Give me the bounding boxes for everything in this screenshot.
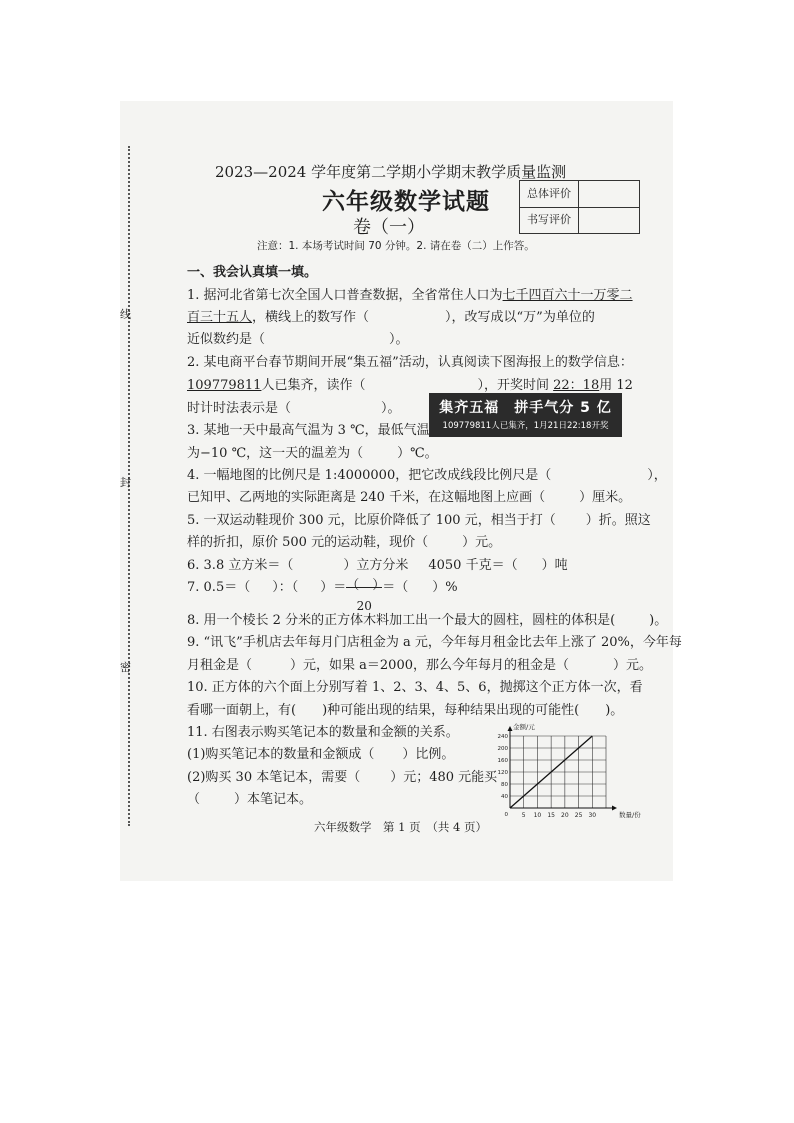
x-tick-label: 25 — [574, 812, 583, 819]
y-tick-label: 240 — [497, 734, 508, 740]
score-row-overall — [520, 181, 639, 208]
q5-text-c: 样的折扣，原价 500 元的运动鞋，现价（ — [187, 535, 429, 550]
question-2-line-1: 2. 某电商平台春节期间开展“集五福”活动，认真阅读下图海报上的数学信息： — [187, 355, 633, 370]
question-3-line-1: 3. 某地一天中最高气温为 3 ℃，最低气温 — [187, 423, 430, 438]
x-tick-label: 15 — [547, 812, 555, 819]
y-tick-label: 120 — [497, 770, 508, 776]
question-11-intro: 11. 右图表示购买笔记本的数量和金额的关系。 — [187, 725, 459, 740]
question-4-line-1 — [187, 464, 667, 483]
q4-text-b: ）， — [647, 468, 667, 483]
poster-title: 集齐五福 拼手气分 5 亿 — [439, 400, 612, 416]
score-label-overall: 总体评价 — [520, 181, 579, 207]
q3-text-b: 为−10 ℃，这一天的温差为（ — [187, 446, 364, 461]
poster-subtitle: 109779811人已集齐，1月21日22:18开奖 — [442, 421, 609, 431]
page-footer: 六年级数学 第 1 页 （共 4 页） — [314, 820, 488, 834]
question-2-line-3 — [187, 397, 401, 416]
q2-underlined-time: 22：18 — [553, 378, 600, 393]
question-10-line-2 — [187, 699, 623, 718]
question-11-part-2 — [187, 766, 497, 785]
y-axis-arrow — [508, 726, 513, 731]
q6-text-a: 6. 3.8 立方米＝（ — [187, 558, 294, 573]
y-tick-label: 160 — [497, 758, 508, 764]
question-8 — [187, 609, 667, 628]
exam-subtitle: 卷（一） — [353, 217, 425, 238]
q4-text-a: 4. 一幅地图的比例尺是 1:4000000，把它改成线段比例尺是（ — [187, 468, 552, 483]
question-3-line-2 — [187, 442, 438, 461]
x-axis-arrow — [612, 806, 617, 811]
q7-fraction — [346, 573, 386, 613]
q7-text-e: ）% — [432, 580, 458, 595]
question-10-line-1: 10. 正方体的六个面上分别写着 1、2、3、4、5、6，抛掷这个正方体一次，看 — [187, 680, 643, 695]
question-1-line-3 — [187, 328, 409, 347]
exam-paper — [120, 101, 682, 881]
q10-text-c: )种可能出现的结果，每种结果出现的可能性( — [322, 703, 580, 718]
score-label-writing: 书写评价 — [520, 207, 579, 233]
q5-text-d: ）元。 — [462, 535, 502, 550]
question-9-line-1: 9. “讯飞”手机店去年每月门店租金为 a 元，今年每月租金比去年上涨了 20%，今年每 — [187, 635, 682, 650]
question-5-line-1 — [187, 509, 651, 528]
binding-char-line: 线 — [120, 308, 131, 321]
exam-note: 注意：1. 本场考试时间 70 分钟。2. 请在卷（二）上作答。 — [257, 240, 535, 252]
poster-banner — [429, 393, 622, 437]
section-heading: 一、我会认真填一填。 — [187, 265, 318, 280]
q7-text-c: ）＝ — [320, 580, 347, 595]
q6-text-b: ）立方分米 — [343, 558, 409, 573]
q4-text-d: ）厘米。 — [579, 490, 632, 505]
y-tick-label: 80 — [501, 782, 508, 788]
q3-text-c: ）℃。 — [397, 446, 438, 461]
q8-text-b: )。 — [649, 613, 668, 628]
q7-text-d: ＝（ — [382, 580, 409, 595]
question-4-line-2 — [187, 486, 631, 505]
q5-text-b: ）折。照这 — [585, 513, 651, 528]
x-axis-label: 数量/份 — [619, 811, 641, 819]
y-tick-label: 200 — [497, 746, 508, 752]
q1-text-f: ）。 — [389, 332, 409, 347]
binding-char-secret: 密 — [120, 661, 131, 674]
y-axis-label: 金额/元 — [513, 723, 535, 731]
q5-text-a: 5. 一双运动鞋现价 300 元，比原价降低了 100 元，相当于打（ — [187, 513, 556, 528]
q11-p2-text-b: ）元；480 元能买 — [390, 770, 498, 785]
question-1-line-1 — [187, 284, 633, 303]
q9-text-b: 月租金是（ — [187, 658, 253, 673]
q8-text-a: 8. 用一个棱长 2 分米的正方体木料加工出一个最大的圆柱，圆柱的体积是( — [187, 613, 616, 628]
score-field-writing[interactable] — [579, 207, 639, 233]
question-11-part-1 — [187, 743, 454, 762]
q2-text-d: 用 12 — [599, 378, 633, 393]
q11-p2-text-a: (2)购买 30 本笔记本，需要（ — [187, 770, 361, 785]
binding-char-seal: 封 — [120, 476, 131, 489]
x-tick-label: 5 — [521, 812, 526, 819]
q11-p2-text-c: （ — [187, 792, 201, 807]
q1-underlined-number: 七千四百六十一万零二 — [502, 288, 633, 303]
q6-text-d: ）吨 — [541, 558, 568, 573]
question-5-line-2 — [187, 531, 501, 550]
q11-p1-text-b: ）比例。 — [402, 747, 455, 762]
x-tick-label: 10 — [533, 812, 542, 819]
q2-underlined-number: 109779811 — [187, 378, 262, 393]
q1-text-c: ，横线上的数写作（ — [252, 310, 370, 325]
q9-text-c: ）元，如果 a＝2000，那么今年每月的租金是（ — [290, 658, 569, 673]
q9-text-d: ）元。 — [612, 658, 652, 673]
question-2-line-2 — [187, 374, 633, 393]
q2-text-c: ），开奖时间 — [477, 378, 549, 393]
q6-text-c: 4050 千克＝（ — [428, 558, 518, 573]
q7-fraction-numerator[interactable]: （ ） — [346, 577, 386, 593]
question-9-line-2 — [187, 654, 652, 673]
question-1-line-2 — [187, 306, 595, 325]
q2-text-e: 时计时法表示是（ — [187, 401, 292, 416]
x-tick-label: 30 — [588, 812, 597, 819]
q7-text-a: 7. 0.5＝（ — [187, 580, 251, 595]
q7-text-b: ）：（ — [272, 580, 299, 595]
question-11-part-2-cont — [187, 788, 312, 807]
q10-text-d: )。 — [605, 703, 624, 718]
origin-label: 0 — [504, 812, 508, 818]
y-tick-label: 40 — [501, 794, 508, 800]
q2-text-f: ）。 — [381, 401, 401, 416]
score-box — [519, 180, 640, 234]
x-tick-label: 20 — [561, 812, 569, 819]
exam-title: 六年级数学试题 — [322, 188, 490, 215]
score-field-overall[interactable] — [579, 181, 639, 207]
score-row-writing — [520, 207, 639, 233]
q1-text-d: ），改写成以“万”为单位的 — [445, 310, 595, 325]
q1-text-e: 近似数约是（ — [187, 332, 266, 347]
q1-underlined-number-cont: 百三十五人 — [187, 310, 253, 325]
q4-text-c: 已知甲、乙两地的实际距离是 240 千米，在这幅地图上应画（ — [187, 490, 546, 505]
q2-text-b: 人已集齐，读作（ — [261, 378, 366, 393]
q11-p1-text-a: (1)购买笔记本的数量和金额成（ — [187, 747, 375, 762]
q1-text-a: 1. 据河北省第七次全国人口普查数据，全省常住人口为 — [187, 288, 503, 303]
exam-header-line: 2023—2024 学年度第二学期小学期末教学质量监测 — [215, 163, 567, 181]
q11-p2-text-d: ）本笔记本。 — [234, 792, 313, 807]
question-7 — [187, 571, 458, 613]
q10-text-b: 看哪一面朝上，有( — [187, 703, 297, 718]
q7-fraction-denominator: 20 — [356, 598, 372, 613]
notebook-price-chart — [492, 722, 641, 830]
q7-fraction-bar — [346, 587, 382, 588]
